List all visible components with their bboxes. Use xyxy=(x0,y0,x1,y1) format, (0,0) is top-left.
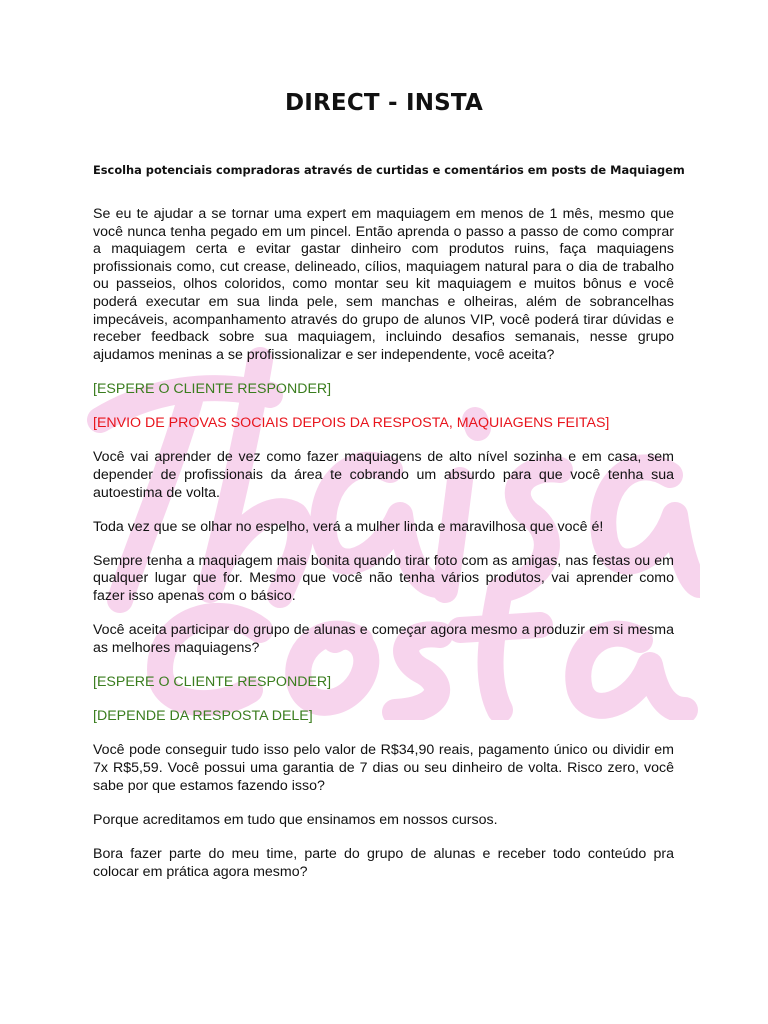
paragraph-join-question: Você aceita participar do grupo de alunas e começar agora mesmo a produzir em si mesma as melhores maquiagens? xyxy=(93,622,674,656)
instruction-social-proof: [ENVIO DE PROVAS SOCIAIS DEPOIS DA RESPOSTA, MAQUIAGENS FEITAS] xyxy=(93,415,610,432)
instruction-wait-response-2: [ESPERE O CLIENTE RESPONDER] xyxy=(93,674,332,691)
instruction-depends-answer: [DEPENDE DA RESPOSTA DELE] xyxy=(93,708,313,725)
paragraph-call-to-action: Bora fazer parte do meu time, parte do grupo de alunas e receber todo conteúdo pra colocar em prática agora mesmo? xyxy=(93,845,674,880)
paragraph-best-makeup: Sempre tenha a maquiagem mais bonita quando tirar foto com as amigas, nas festas ou em qualquer lugar que for. Mesmo que você não tenha vários produtos, vai aprender como fazer isso apenas com o básico. xyxy=(93,552,674,605)
paragraph-price: Você pode conseguir tudo isso pelo valor de R$34,90 reais, pagamento único ou dividir em 7x R$5,59. Você possui uma garantia de 7 dias ou seu dinheiro de volta. Risco zero, você sabe por que estamos fazendo isso? xyxy=(93,742,674,794)
paragraph-mirror: Toda vez que se olhar no espelho, verá a mulher linda e maravilhosa que você é! xyxy=(93,518,604,535)
paragraph-belief: Porque acreditamos em tudo que ensinamos em nossos cursos. xyxy=(93,811,498,828)
instruction-wait-response: [ESPERE O CLIENTE RESPONDER] xyxy=(93,380,332,397)
paragraph-learn-alone: Você vai aprender de vez como fazer maquiagens de alto nível sozinha e em casa, sem depender de profissionais da área te cobrando um absurdo para que você tenha sua autoestima de volta. xyxy=(93,449,674,501)
script-body xyxy=(93,206,674,898)
page-title: DIRECT - INSTA xyxy=(284,90,484,116)
paragraph-offer-intro: Se eu te ajudar a se tornar uma expert em maquiagem em menos de 1 mês, mesmo que você nunca tenha pegado em um pincel. Então aprenda o passo a passo de como comprar a maquiagem certa e evitar gastar dinheiro com produtos ruins, faça maquiagens profissionais como, cut crease, delineado, cílios, maquiagem natural para o dia de trabalho ou passeios, olhos coloridos, como montar seu kit maquiagem e muitos bônus e você poderá executar em sua linda pele, sem manchas e olheiras, além de sobrancelhas impecáveis, acompanhamento através do grupo de alunos VIP, você poderá tirar dúvidas e receber feedback sobre sua maquiagem, incluindo desafios semanais, nesse grupo ajudamos meninas a se profissionalizar e ser independente, você aceita? xyxy=(93,206,674,363)
page-subtitle: Escolha potenciais compradoras através de curtidas e comentários em posts de Maquiagem xyxy=(93,163,685,177)
